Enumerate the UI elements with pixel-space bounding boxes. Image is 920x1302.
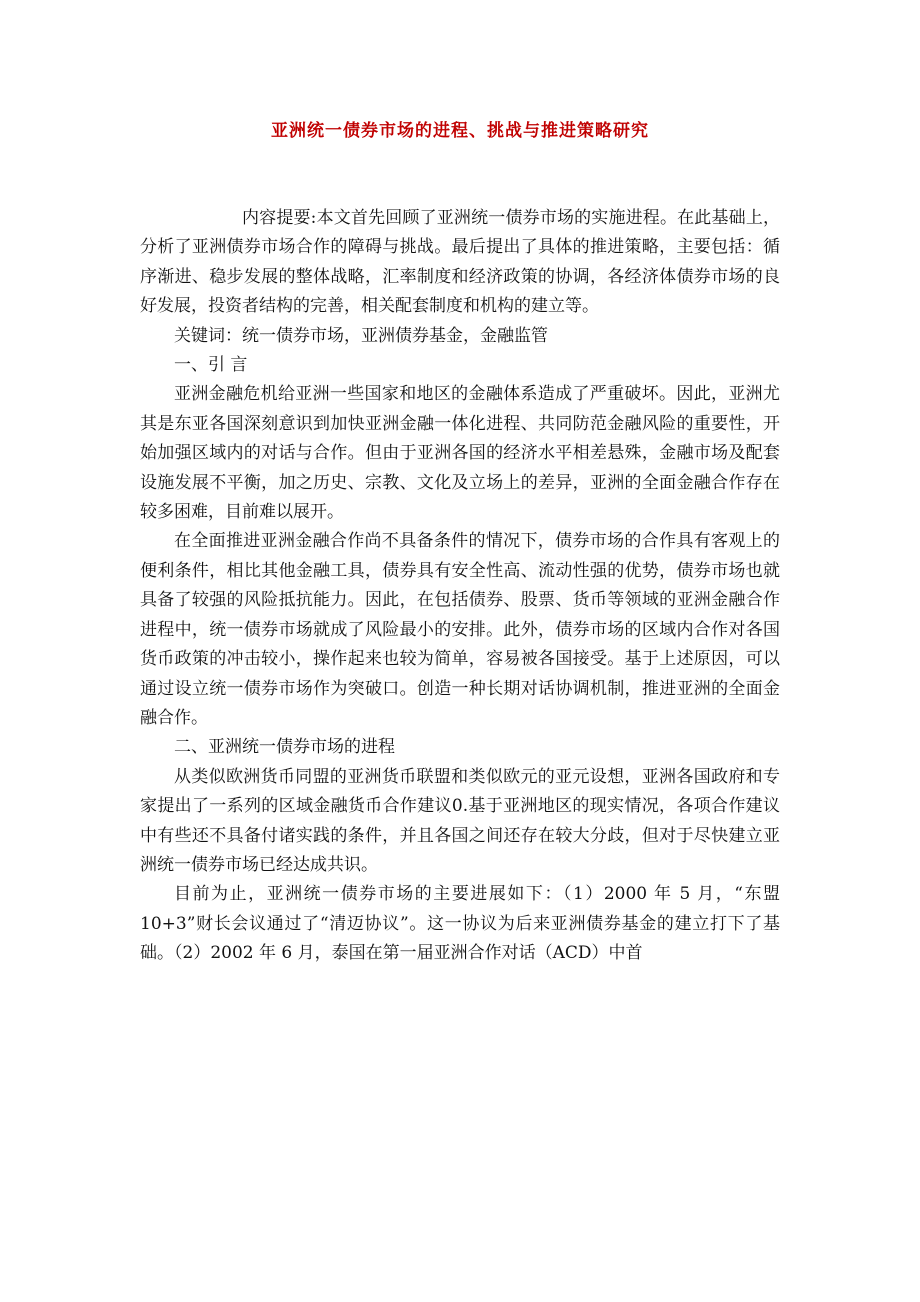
document-title: 亚洲统一债券市场的进程、挑战与推进策略研究 <box>271 121 649 141</box>
body-paragraph: 在全面推进亚洲金融合作尚不具备条件的情况下，债券市场的合作具有客观上的便利条件，相比其他金融工具，债券具有安全性高、流动性强的优势，债券市场也就具备了较强的风险抵抗能力。因此，在包括债券、股票、货币等领域的亚洲金融合作进程中，统一债券市场就成了风险最小的安排。此外，债券市场的区域内合作对各国货币政策的冲击较小，操作起来也较为简单，容易被各国接受。基于上述原因，可以通过设立统一债券市场作为突破口。创造一种长期对话协调机制，推进亚洲的全面金融合作。 <box>140 531 780 728</box>
section-heading-introduction: 一、引 言 <box>174 355 248 376</box>
body-paragraph: 目前为止，亚洲统一债券市场的主要进展如下：（1）2000 年 5 月，“东盟 10+3”财长会议通过了“清迈协议”。这一协议为后来亚洲债券基金的建立打下了基础。（2）2002 年 6 月，泰国在第一届亚洲合作对话（ACD）中首 <box>140 884 780 964</box>
document-body <box>140 204 780 969</box>
abstract-paragraph: 内容提要:本文首先回顾了亚洲统一债券市场的实施进程。在此基础上，分析了亚洲债券市场合作的障碍与挑战。最后提出了具体的推进策略，主要包括：循序渐进、稳步发展的整体战略，汇率制度和经济政策的协调，各经济体债券市场的良好发展，投资者结构的完善，相关配套制度和机构的建立等。 <box>140 208 780 317</box>
section-heading-progress: 二、亚洲统一债券市场的进程 <box>174 737 395 758</box>
body-paragraph: 亚洲金融危机给亚洲一些国家和地区的金融体系造成了严重破坏。因此，亚洲尤其是东亚各国深刻意识到加快亚洲金融一体化进程、共同防范金融风险的重要性，开始加强区域内的对话与合作。但由于亚洲各国的经济水平相差悬殊，金融市场及配套设施发展不平衡，加之历史、宗教、文化及立场上的差异，亚洲的全面金融合作存在较多困难，目前难以展开。 <box>140 384 780 523</box>
keywords-line: 关键词：统一债券市场，亚洲债券基金，金融监管 <box>174 325 548 346</box>
body-paragraph: 从类似欧洲货币同盟的亚洲货币联盟和类似欧元的亚元设想，亚洲各国政府和专家提出了一系列的区域金融货币合作建议0.基于亚洲地区的现实情况，各项合作建议中有些还不具备付诸实践的条件，并且各国之间还存在较大分歧，但对于尽快建立亚洲统一债券市场已经达成共识。 <box>140 766 780 875</box>
